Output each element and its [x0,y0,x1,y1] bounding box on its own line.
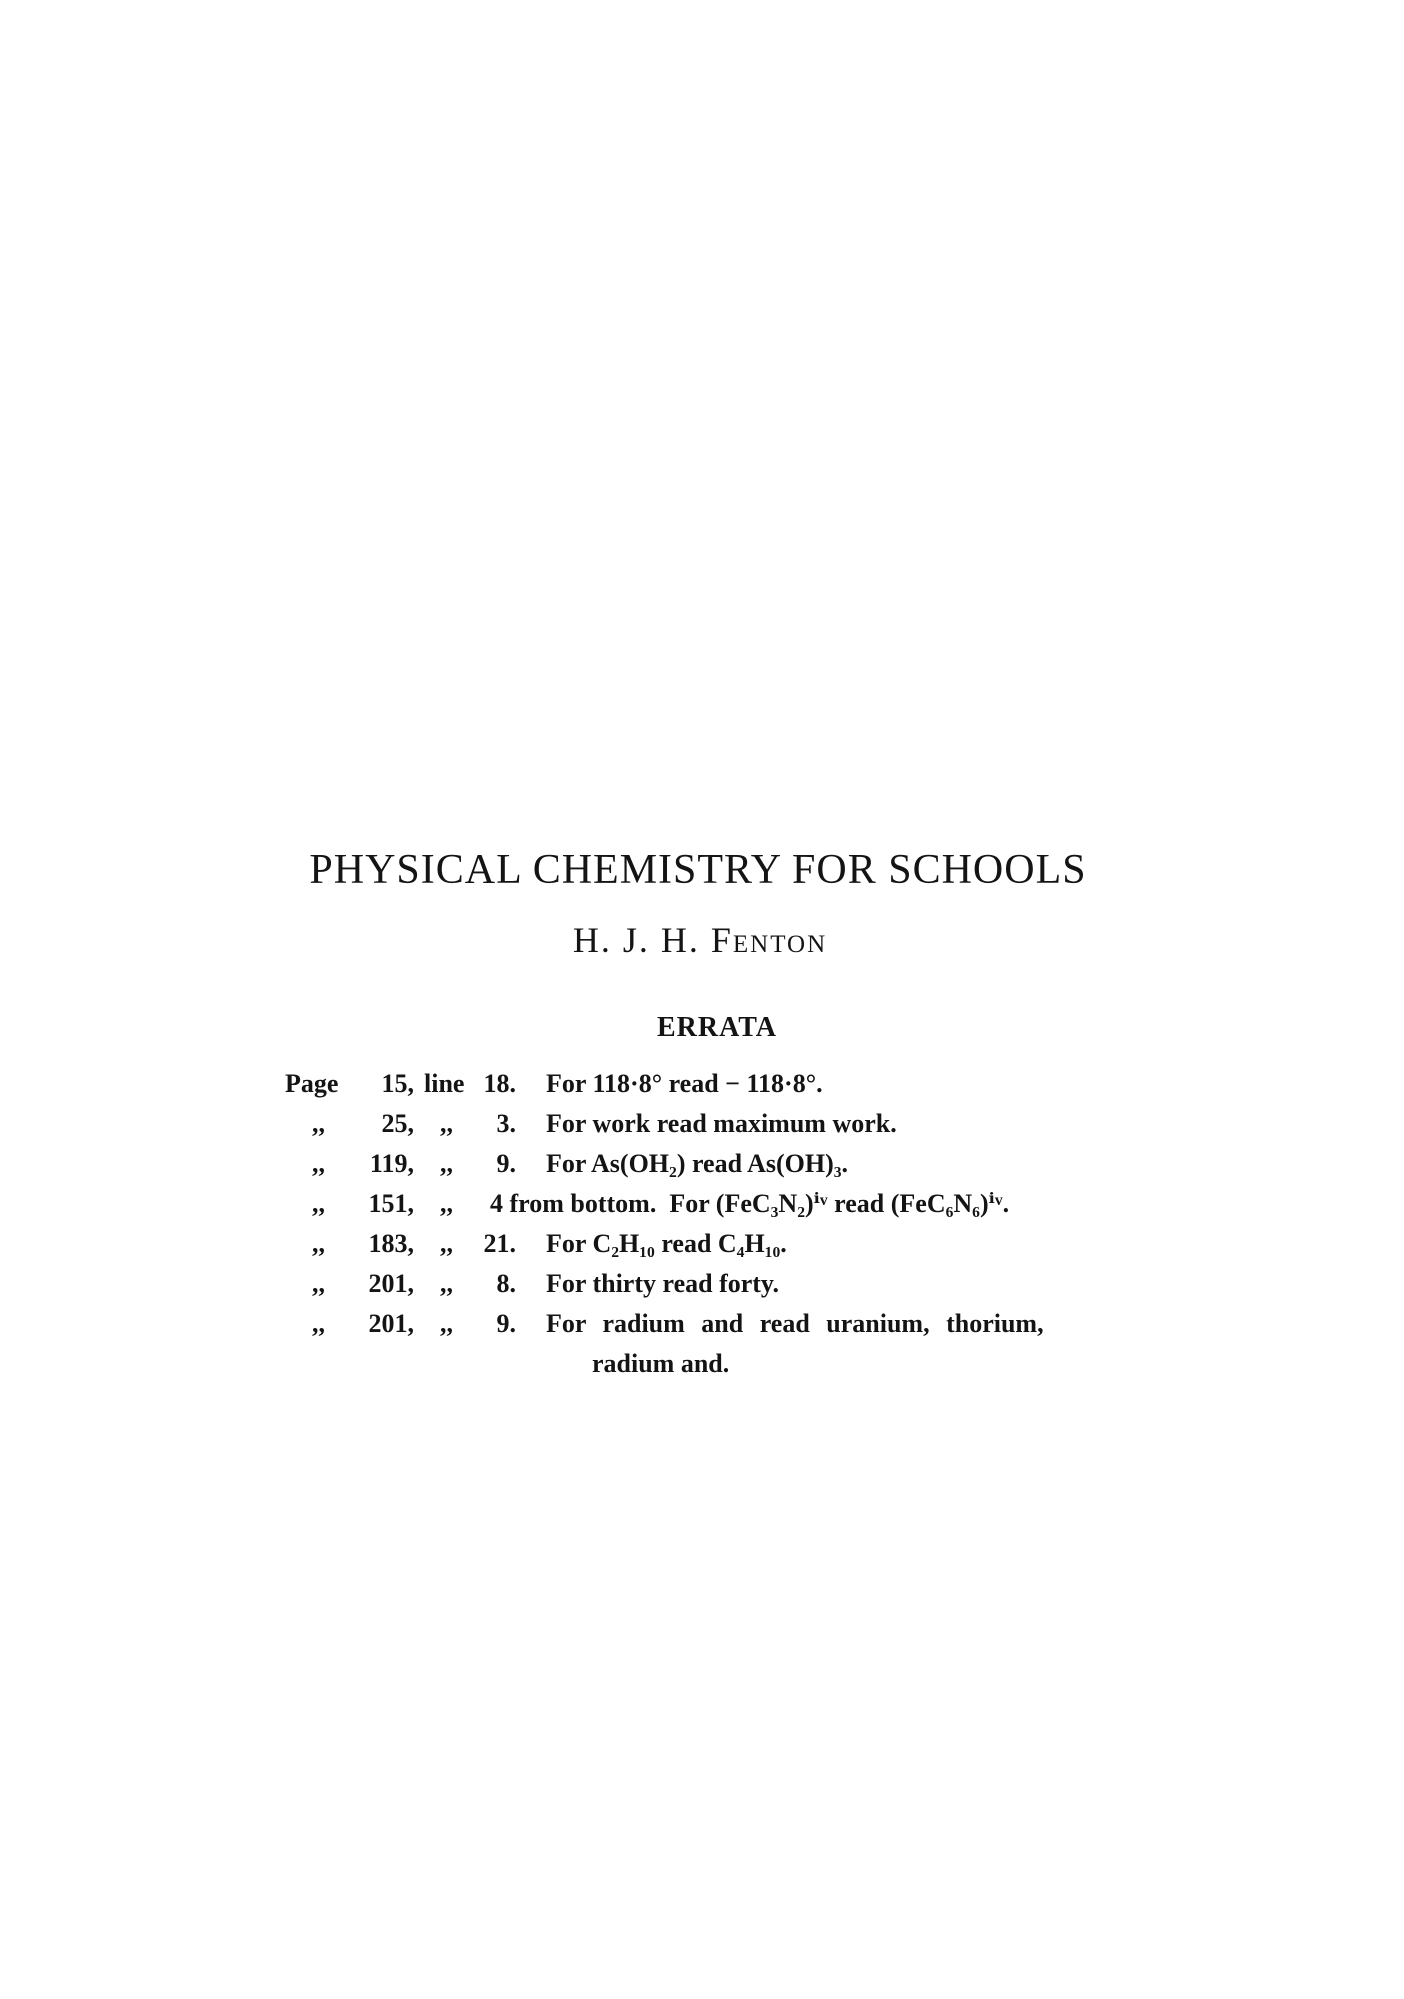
ditto-mark: ,, [312,1229,325,1258]
ditto-mark: ,, [440,1309,453,1338]
ditto-mark: ,, [440,1149,453,1178]
correction-text: For work read maximum work. [546,1109,897,1138]
ditto-mark: ,, [440,1269,453,1298]
errata-entry [0,1304,1404,1344]
correction-text: For As(OH₂) read As(OH)₃. [546,1149,849,1178]
errata-list [0,1064,1404,1384]
ditto-mark: ,, [440,1189,453,1218]
ditto-mark: ,, [440,1229,453,1258]
line-number: 21. [483,1229,516,1258]
ditto-mark: ,, [440,1109,453,1138]
line-number: 3. [496,1109,516,1138]
page-number: 183, [368,1229,414,1258]
page-number: 15, [381,1069,414,1098]
book-author: H. J. H. Fenton [572,920,828,960]
page-number: 151, [368,1189,414,1218]
line-number: 9. [496,1149,516,1178]
correction-text [490,1184,1009,1224]
page-number: 119, [369,1149,414,1178]
errata-entry [0,1184,1404,1224]
ditto-mark: ,, [312,1309,325,1338]
line-label: line [424,1069,465,1098]
page-number: 201, [368,1269,414,1298]
errata-entry-continuation [0,1344,1404,1384]
ditto-mark: ,, [312,1189,325,1218]
errata-heading: ERRATA [656,1012,778,1043]
correction-continuation: radium and. [592,1349,730,1378]
line-number: 8. [496,1269,516,1298]
page-number: 25, [381,1109,414,1138]
ditto-mark: ,, [312,1149,325,1178]
correction-text: For C₂H₁₀ read C₄H₁₀. [546,1229,787,1258]
line-number: 18. [483,1069,516,1098]
errata-entry [0,1064,1404,1104]
line-number: 9. [496,1309,516,1338]
correction-text: For thirty read forty. [546,1269,779,1298]
correction-text: For radium and read uranium, thorium, [546,1309,1044,1338]
errata-entry [0,1224,1404,1264]
page-label: Page [285,1069,339,1098]
book-title: PHYSICAL CHEMISTRY FOR SCHOOLS [309,847,1087,893]
line-number: 4 from bottom. [490,1189,657,1218]
page-number: 201, [368,1309,414,1338]
errata-entry [0,1144,1404,1184]
errata-entry [0,1104,1404,1144]
ditto-mark: ,, [312,1109,325,1138]
correction-text: For 118·8° read − 118·8°. [546,1069,823,1098]
errata-entry [0,1264,1404,1304]
correction-detail: For (FeC₃N₂)ⁱᵛ read (FeC₆N₆)ⁱᵛ. [669,1189,1010,1218]
ditto-mark: ,, [312,1269,325,1298]
